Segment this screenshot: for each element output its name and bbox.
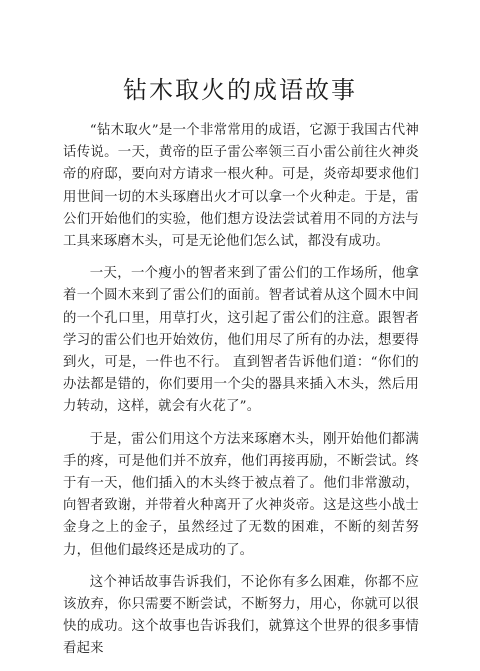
paragraph-2: 一天，一个瘦小的智者来到了雷公们的工作场所，他拿着一个圆木来到了雷公们的面前。智者试着从这个圆木中间的一个孔口里，用草打火，这引起了雷公们的注意。跟智者学习的雷公们也开始效仿，他们用尽了所有的办法，想要得到火，可是，一件也不行。 直到智者告诉他们道：“你们的办法都是错的，你们要用一个尖的器具来插入木头，然后用力转动，这样，就会有火花了”。 xyxy=(63,266,419,415)
paragraph-3: 于是，雷公们用这个方法来琢磨木头，刚开始他们都满手的疼，可是他们并不放弃，他们再接再励，不断尝试。终于有一天，他们插入的木头终于被点着了。他们非常激动，向智者致谢，并带着火种离开了火神炎帝。这是这些小战士金身之上的金子，虽然经过了无数的困难，不断的刻苦努力，但他们最终还是成功的了。 xyxy=(63,431,419,558)
paragraph-4: 这个神话故事告诉我们，不论你有多么困难，你都不应该放弃，你只需要不断尝试，不断努力，用心，你就可以很快的成功。这个故事也告诉我们，就算这个世界的很多事情看起来 xyxy=(63,574,419,657)
paragraph-1: “钻木取火”是一个非常常用的成语，它源于我国古代神话传说。一天，黄帝的臣子雷公率领三百小雷公前往火神炎帝的府邸，要向对方请求一根火种。可是，炎帝却要求他们用世间一切的木头琢磨出火才可以拿一个火种走。于是，雷公们开始他们的实验，他们想方设法尝试着用不同的方法与工具来琢磨木头，可是无论他们怎么试，都没有成功。 xyxy=(63,123,419,250)
document-title: 钻木取火的成语故事 xyxy=(123,76,357,104)
document-body xyxy=(63,120,419,671)
